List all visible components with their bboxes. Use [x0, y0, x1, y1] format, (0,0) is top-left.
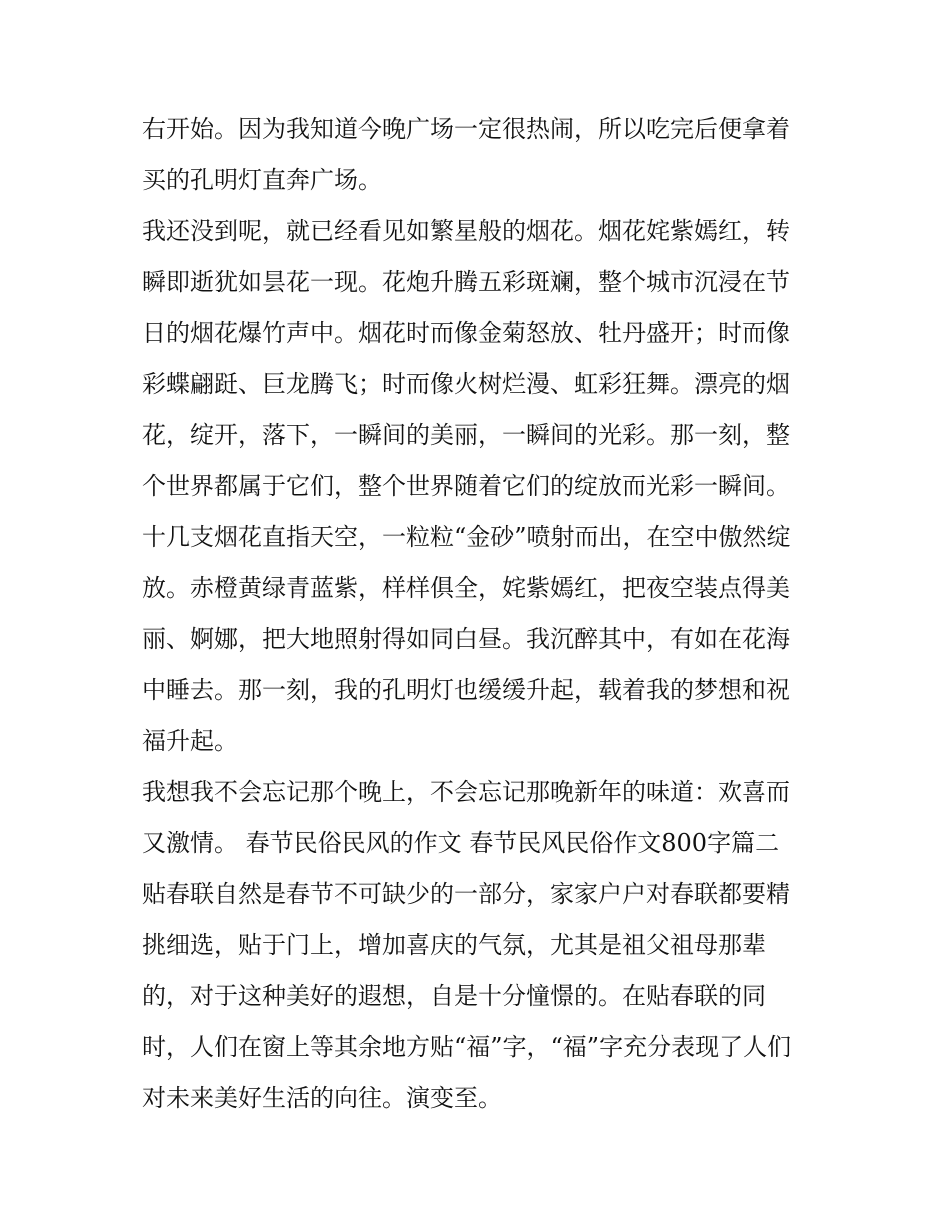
text-line: 时，人们在窗上等其余地方贴“福”字，“福”字充分表现了人们 — [142, 1033, 792, 1061]
text-line: 十几支烟花直指天空，一粒粒“金砂”喷射而出，在空中傲然绽 — [142, 523, 791, 551]
text-line: 花，绽开，落下，一瞬间的美丽，一瞬间的光彩。那一刻，整 — [142, 421, 790, 449]
text-line: 我还没到呢，就已经看见如繁星般的烟花。烟花姹紫嫣红，转 — [142, 217, 790, 245]
text-line: 对未来美好生活的向往。演变至。 — [142, 1084, 502, 1112]
text-line: 日的烟花爆竹声中。烟花时而像金菊怒放、牡丹盛开；时而像 — [142, 319, 790, 347]
text-line: 买的孔明灯直奔广场。 — [142, 166, 382, 194]
text-line: 右开始。因为我知道今晚广场一定很热闹，所以吃完后便拿着 — [142, 115, 790, 143]
text-line: 又激情。 春节民俗民风的作文 春节民风民俗作文800字篇二 — [142, 829, 780, 857]
text-line: 瞬即逝犹如昙花一现。花炮升腾五彩斑斓，整个城市沉浸在节 — [142, 268, 790, 296]
text-line: 我想我不会忘记那个晚上，不会忘记那晚新年的味道：欢喜而 — [142, 778, 790, 806]
text-line: 中睡去。那一刻，我的孔明灯也缓缓升起，载着我的梦想和祝 — [142, 676, 790, 704]
text-line: 丽、婀娜，把大地照射得如同白昼。我沉醉其中，有如在花海 — [142, 625, 790, 653]
text-line: 挑细选，贴于门上，增加喜庆的气氛，尤其是祖父祖母那辈 — [142, 931, 766, 959]
text-line: 放。赤橙黄绿青蓝紫，样样俱全，姹紫嫣红，把夜空装点得美 — [142, 574, 790, 602]
text-line: 贴春联自然是春节不可缺少的一部分，家家户户对春联都要精 — [142, 880, 790, 908]
text-line: 的，对于这种美好的遐想，自是十分憧憬的。在贴春联的同 — [142, 982, 766, 1010]
text-line: 个世界都属于它们，整个世界随着它们的绽放而光彩一瞬间。 — [142, 472, 790, 500]
text-line: 福升起。 — [142, 727, 238, 755]
text-line: 彩蝶翩跹、巨龙腾飞；时而像火树烂漫、虹彩狂舞。漂亮的烟 — [142, 370, 790, 398]
essay-text — [142, 104, 814, 1124]
